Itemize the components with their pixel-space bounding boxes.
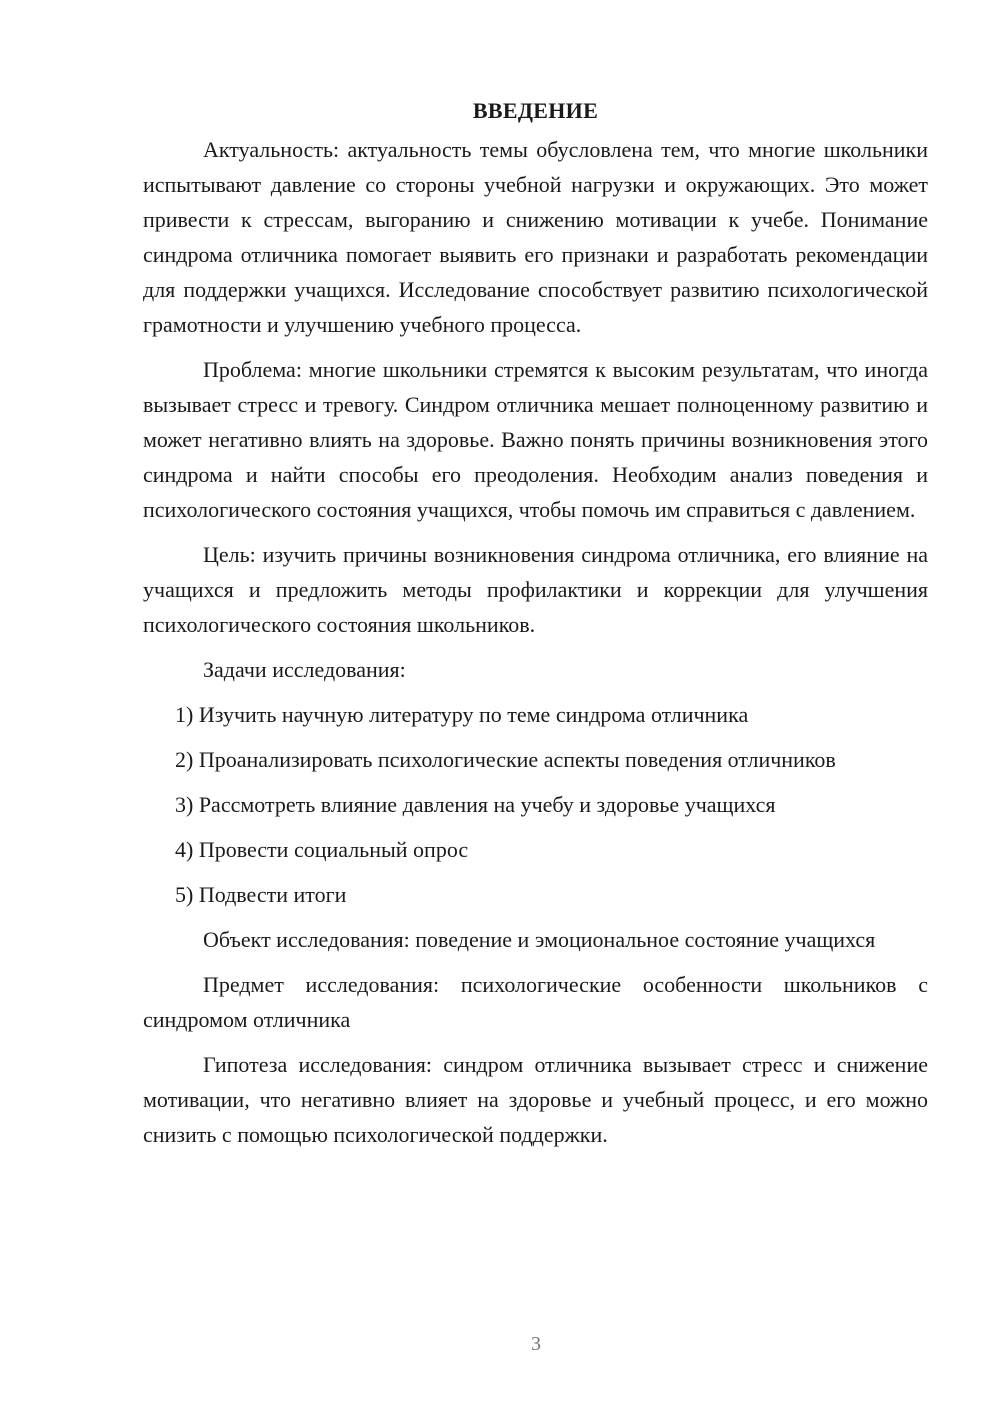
goal-paragraph: Цель: изучить причины возникновения синдрома отличника, его влияние на учащихся и предложить методы профилактики и коррекции для улучшения психологического состояния школьников. [143,542,928,637]
page-number: 3 [531,1333,541,1355]
task-item-5: 5) Подвести итоги [175,882,347,907]
task-item-2: 2) Проанализировать психологические аспекты поведения отличников [175,747,836,772]
task-item-1: 1) Изучить научную литературу по теме синдрома отличника [175,702,749,727]
task-item-4: 4) Провести социальный опрос [175,837,469,862]
document-page [143,96,928,1162]
tasks-heading: Задачи исследования: [203,657,406,682]
task-item-3: 3) Рассмотреть влияние давления на учебу и здоровье учащихся [175,792,776,817]
object-paragraph: Объект исследования: поведение и эмоциональное состояние учащихся [203,927,876,952]
problem-paragraph: Проблема: многие школьники стремятся к высоким результатам, что иногда вызывает стресс и тревогу. Синдром отличника мешает полноценному развитию и может негативно влиять на здоровье. Важно понять причины возникновения этого синдрома и найти способы его преодоления. Необходим анализ поведения и психологического состояния учащихся, чтобы помочь им справиться с давлением. [143,357,928,522]
hypothesis-paragraph: Гипотеза исследования: синдром отличника вызывает стресс и снижение мотивации, что негативно влияет на здоровье и учебный процесс, и его можно снизить с помощью психологической поддержки. [143,1052,928,1147]
subject-paragraph: Предмет исследования: психологические особенности школьников с синдромом отличника [143,972,928,1032]
page-title: ВВЕДЕНИЕ [472,98,599,123]
relevance-paragraph: Актуальность: актуальность темы обусловлена тем, что многие школьники испытывают давление со стороны учебной нагрузки и окружающих. Это может привести к стрессам, выгоранию и снижению мотивации к учебе. Понимание синдрома отличника помогает выявить его признаки и разработать рекомендации для поддержки учащихся. Исследование способствует развитию психологической грамотности и улучшению учебного процесса. [143,137,928,337]
